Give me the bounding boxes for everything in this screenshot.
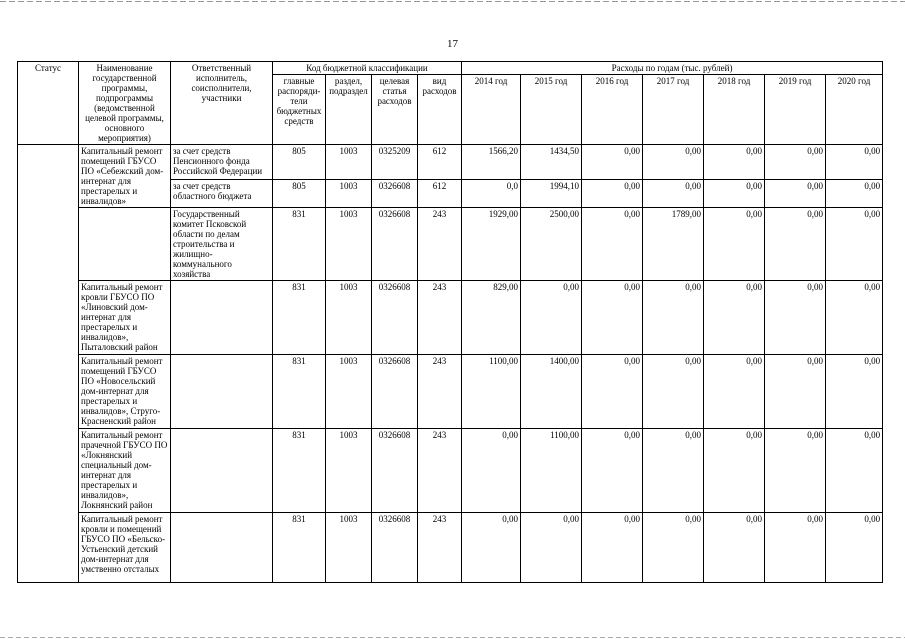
value-2020: 0,00 [826, 208, 883, 281]
code-expense-type: 243 [418, 355, 462, 429]
header-budget-code: Код бюджетной классификации [273, 62, 462, 75]
budget-table [17, 61, 883, 583]
code-expense-type: 243 [418, 281, 462, 355]
header-name: Наименование государственной программы, подпрограммы (ведомственной целевой программы, основного мероприятия) [79, 62, 171, 145]
value-2015: 1434,50 [521, 145, 582, 180]
header-code-main-managers: главные распоряди-тели бюджетных средств [273, 75, 326, 145]
value-2019: 0,00 [765, 145, 826, 180]
header-code-section: раздел, подраздел [326, 75, 372, 145]
value-2014: 1929,00 [462, 208, 521, 281]
responsible-cell: за счет средств областного бюджета [171, 180, 273, 208]
value-2019: 0,00 [765, 281, 826, 355]
value-2020: 0,00 [826, 355, 883, 429]
value-2015: 0,00 [521, 281, 582, 355]
value-2019: 0,00 [765, 429, 826, 513]
code-target-item: 0326608 [372, 180, 418, 208]
table-row [18, 355, 883, 429]
code-target-item: 0326608 [372, 281, 418, 355]
header-year-2016: 2016 год [582, 75, 643, 145]
scan-edge-bottom [0, 637, 905, 638]
code-target-item: 0325209 [372, 145, 418, 180]
value-2019: 0,00 [765, 513, 826, 583]
value-2014: 1566,20 [462, 145, 521, 180]
code-section: 1003 [326, 429, 372, 513]
value-2016: 0,00 [582, 180, 643, 208]
value-2016: 0,00 [582, 281, 643, 355]
code-expense-type: 243 [418, 208, 462, 281]
value-2020: 0,00 [826, 513, 883, 583]
responsible-cell [171, 513, 273, 583]
code-section: 1003 [326, 145, 372, 180]
value-2016: 0,00 [582, 208, 643, 281]
value-2014: 0,0 [462, 180, 521, 208]
status-cell [18, 145, 79, 583]
responsible-cell [171, 429, 273, 513]
value-2019: 0,00 [765, 180, 826, 208]
value-2019: 0,00 [765, 208, 826, 281]
table-row [18, 429, 883, 513]
page-number: 17 [447, 38, 458, 50]
code-main-manager: 831 [273, 513, 326, 583]
value-2014: 0,00 [462, 429, 521, 513]
code-target-item: 0326608 [372, 429, 418, 513]
header-code-target-item: целевая статья расходов [372, 75, 418, 145]
value-2017: 0,00 [643, 145, 704, 180]
value-2018: 0,00 [704, 429, 765, 513]
code-target-item: 0326608 [372, 355, 418, 429]
measure-name: Капитальный ремонт кровли и помещений ГБУСО ПО «Бельско-Устьенский детский дом-интернат для умственно отсталых [79, 513, 171, 583]
responsible-cell: Государственный комитет Псковской области по делам строительства и жилищно-коммунального хозяйства [171, 208, 273, 281]
value-2017: 0,00 [643, 355, 704, 429]
table-row [18, 281, 883, 355]
value-2017: 0,00 [643, 513, 704, 583]
value-2014: 829,00 [462, 281, 521, 355]
header-year-2014: 2014 год [462, 75, 521, 145]
value-2020: 0,00 [826, 281, 883, 355]
measure-name: Капитальный ремонт помещений ГБУСО ПО «Себежский дом-интернат для престарелых и инвалидов» [79, 145, 171, 208]
value-2018: 0,00 [704, 513, 765, 583]
value-2020: 0,00 [826, 429, 883, 513]
value-2020: 0,00 [826, 145, 883, 180]
header-code-expense-type: вид расходов [418, 75, 462, 145]
value-2014: 1100,00 [462, 355, 521, 429]
value-2014: 0,00 [462, 513, 521, 583]
code-expense-type: 243 [418, 513, 462, 583]
code-main-manager: 831 [273, 208, 326, 281]
value-2018: 0,00 [704, 281, 765, 355]
value-2016: 0,00 [582, 145, 643, 180]
value-2018: 0,00 [704, 355, 765, 429]
code-section: 1003 [326, 208, 372, 281]
header-status: Статус [18, 62, 79, 145]
code-expense-type: 612 [418, 180, 462, 208]
value-2015: 1400,00 [521, 355, 582, 429]
value-2017: 0,00 [643, 429, 704, 513]
table-row [18, 145, 883, 180]
header-responsible: Ответственный исполнитель, соисполнители, участники [171, 62, 273, 145]
header-expenses: Расходы по годам (тыс. рублей) [462, 62, 883, 75]
code-main-manager: 805 [273, 180, 326, 208]
value-2018: 0,00 [704, 145, 765, 180]
value-2015: 1100,00 [521, 429, 582, 513]
measure-name: Капитальный ремонт прачечной ГБУСО ПО «Локнянский специальный дом-интернат для престарелых и инвалидов», Локнянский район [79, 429, 171, 513]
code-section: 1003 [326, 513, 372, 583]
responsible-cell [171, 281, 273, 355]
measure-name: Капитальный ремонт кровли ГБУСО ПО «Линовский дом-интернат для престарелых и инвалидов», Пыталовский район [79, 281, 171, 355]
measure-name: Капитальный ремонт помещений ГБУСО ПО «Новосельский дом-интернат для престарелых и инвалидов», Струго-Красненский район [79, 355, 171, 429]
value-2017: 1789,00 [643, 208, 704, 281]
code-expense-type: 612 [418, 145, 462, 180]
code-section: 1003 [326, 281, 372, 355]
value-2019: 0,00 [765, 355, 826, 429]
code-main-manager: 805 [273, 145, 326, 180]
header-year-2015: 2015 год [521, 75, 582, 145]
table-row [18, 513, 883, 583]
header-year-2017: 2017 год [643, 75, 704, 145]
code-section: 1003 [326, 355, 372, 429]
value-2018: 0,00 [704, 180, 765, 208]
value-2017: 0,00 [643, 180, 704, 208]
value-2018: 0,00 [704, 208, 765, 281]
responsible-cell [171, 355, 273, 429]
value-2020: 0,00 [826, 180, 883, 208]
code-target-item: 0326608 [372, 208, 418, 281]
value-2016: 0,00 [582, 513, 643, 583]
header-year-2020: 2020 год [826, 75, 883, 145]
code-target-item: 0326608 [372, 513, 418, 583]
table-row [18, 208, 883, 281]
header-year-2019: 2019 год [765, 75, 826, 145]
value-2015: 1994,10 [521, 180, 582, 208]
header-year-2018: 2018 год [704, 75, 765, 145]
value-2016: 0,00 [582, 355, 643, 429]
value-2015: 0,00 [521, 513, 582, 583]
value-2017: 0,00 [643, 281, 704, 355]
value-2016: 0,00 [582, 429, 643, 513]
responsible-cell: за счет средств Пенсионного фонда Российской Федерации [171, 145, 273, 180]
code-main-manager: 831 [273, 429, 326, 513]
scan-edge-top [0, 1, 905, 2]
value-2015: 2500,00 [521, 208, 582, 281]
header-row-1 [18, 62, 883, 75]
code-section: 1003 [326, 180, 372, 208]
measure-name [79, 208, 171, 281]
code-expense-type: 243 [418, 429, 462, 513]
code-main-manager: 831 [273, 355, 326, 429]
code-main-manager: 831 [273, 281, 326, 355]
